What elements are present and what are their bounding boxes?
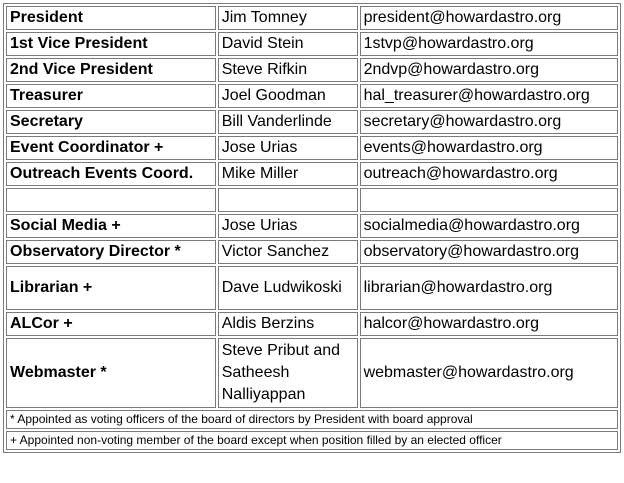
role-cell: Webmaster * [6,338,216,408]
name-cell: Victor Sanchez [218,240,358,264]
email-cell: halcor@howardastro.org [360,312,618,336]
table-row [6,240,618,264]
name-cell: Dave Ludwikoski [218,266,358,310]
name-cell: Mike Miller [218,162,358,186]
table-row [6,162,618,186]
footnote-row [6,431,618,450]
role-cell: Event Coordinator + [6,136,216,160]
email-cell: president@howardastro.org [360,6,618,30]
email-cell: socialmedia@howardastro.org [360,214,618,238]
table-row [6,84,618,108]
email-cell: 1stvp@howardastro.org [360,32,618,56]
role-cell: ALCor + [6,312,216,336]
role-cell: Treasurer [6,84,216,108]
table-row [6,58,618,82]
email-cell: webmaster@howardastro.org [360,338,618,408]
table-row [6,136,618,160]
email-cell: hal_treasurer@howardastro.org [360,84,618,108]
table-row [6,214,618,238]
name-cell: Steve Rifkin [218,58,358,82]
nonvoting-appointment-note: + Appointed non-voting member of the board except when position filled by an elected officer [6,431,618,450]
name-cell: Bill Vanderlinde [218,110,358,134]
role-cell: Social Media + [6,214,216,238]
email-cell: outreach@howardastro.org [360,162,618,186]
name-cell: Jim Tomney [218,6,358,30]
email-cell: 2ndvp@howardastro.org [360,58,618,82]
voting-appointment-note: * Appointed as voting officers of the board of directors by President with board approval [6,410,618,429]
email-cell: librarian@howardastro.org [360,266,618,310]
empty-cell [218,188,358,212]
table-row [6,110,618,134]
empty-cell [6,188,216,212]
name-cell: Jose Urias [218,214,358,238]
email-cell: secretary@howardastro.org [360,110,618,134]
role-cell: 2nd Vice President [6,58,216,82]
blank-separator-row [6,188,618,212]
officers-table [3,3,621,453]
email-cell: observatory@howardastro.org [360,240,618,264]
name-cell: Steve Pribut and Satheesh Nalliyappan [218,338,358,408]
name-cell: Jose Urias [218,136,358,160]
role-cell: Outreach Events Coord. [6,162,216,186]
role-cell: Observatory Director * [6,240,216,264]
role-cell: Secretary [6,110,216,134]
role-cell: President [6,6,216,30]
name-cell: Joel Goodman [218,84,358,108]
table-row [6,338,618,408]
empty-cell [360,188,618,212]
table-row [6,6,618,30]
name-cell: Aldis Berzins [218,312,358,336]
table-row [6,266,618,310]
table-row [6,312,618,336]
footnote-row [6,410,618,429]
name-cell: David Stein [218,32,358,56]
table-row [6,32,618,56]
role-cell: 1st Vice President [6,32,216,56]
role-cell: Librarian + [6,266,216,310]
email-cell: events@howardastro.org [360,136,618,160]
